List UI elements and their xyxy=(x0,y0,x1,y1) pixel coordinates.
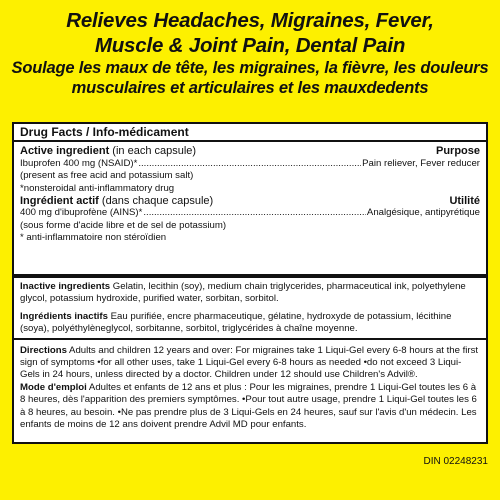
fr-ingredient-form: (sous forme d'acide libre et de sel de potassium) xyxy=(20,219,227,231)
active-ingredient-label: Active ingredient xyxy=(20,145,110,158)
fr-directions-label: Mode d'emploi xyxy=(20,381,87,393)
fr-directions-text: Adultes et enfants de 12 ans et plus : Pour les migraines, prendre 1 Liqui-Gel toutes les 6 à 8 heures, dès l'apparition des premiers symptômes. •Pour tout autre usage, prendre 1 Liqui-Gel toutes les 6 à 8 heures, au besoin. •Ne pas prendre plus de 3 Liqui-Gels en 24 heures, sauf sur l'avis d'un médecin. Les enfants de moins de 12 ans doivent prendre Advil MD pour enfants. xyxy=(20,381,477,431)
fr-purpose: Analgésique, antipyrétique xyxy=(366,207,480,219)
fr-inactive-ingredients-text: Eau purifiée, encre pharmaceutique, gélatine, hydroxyde de potassium, lécithine (soya), polyéthylèneglycol, sorbitanne, sorbitol, triglycérides à chaîne moyenne. xyxy=(20,310,452,335)
headline xyxy=(0,8,500,98)
fr-purpose-label: Utilité xyxy=(449,195,480,208)
purpose-label: Purpose xyxy=(435,145,480,158)
en-ingredient-row xyxy=(20,158,480,170)
fr-ingredient: 400 mg d'ibuprofène (AINS)* xyxy=(20,207,143,219)
inactive-ingredients xyxy=(20,281,480,306)
headline-fr-line-2: musculaires et articulaires et les mauxdedents xyxy=(71,79,429,97)
fr-ingredient-row xyxy=(20,207,480,219)
din-number: DIN 02248231 xyxy=(423,456,488,467)
en-ingredient-footnote: *nonsteroidal anti-inflammatory drug xyxy=(20,182,175,194)
ingredients-directions-panel xyxy=(12,276,488,444)
directions-text: Adults and children 12 years and over: For migraines take 1 Liqui-Gel every 6-8 hours at the first sign of symptoms •for all other uses, take 1 Liqui-Gel every 6-8 hours as needed •do not exceed 3 Liqui-Gels in 24 hours, unless directed by a doctor. Children under 12 should use Children's Advil®. xyxy=(20,344,479,381)
fr-inactive-ingredients xyxy=(20,311,480,336)
dot-leader xyxy=(138,158,361,170)
en-purpose: Pain reliever, Fever reducer xyxy=(362,157,480,169)
headline-en-line-1: Relieves Headaches, Migraines, Fever, xyxy=(66,9,434,32)
headline-en-line-2: Muscle & Joint Pain, Dental Pain xyxy=(94,34,406,57)
drug-facts-panel xyxy=(12,122,488,276)
active-ingredient-note: (in each capsule) xyxy=(109,145,197,158)
en-ingredient-form: (present as free acid and potassium salt) xyxy=(20,170,194,182)
fr-directions xyxy=(20,382,480,432)
inactive-ingredients-text: Gelatin, lecithin (soy), medium chain triglycerides, pharmaceutical ink, polyethylene glycol, potassium hydroxide, purified water, sorbitan, sorbitol. xyxy=(20,281,466,305)
en-ingredient: Ibuprofen 400 mg (NSAID)* xyxy=(20,157,138,169)
fr-inactive-ingredients-label: Ingrédients inactifs xyxy=(20,310,108,322)
fr-active-ingredient-note: (dans chaque capsule) xyxy=(98,195,214,208)
active-ingredient-heading-row xyxy=(20,145,480,157)
dot-leader xyxy=(143,207,366,219)
inactive-ingredients-label: Inactive ingredients xyxy=(20,281,111,292)
drug-facts-title: Drug Facts / Info-médicament xyxy=(14,124,486,142)
directions-label: Directions xyxy=(20,344,67,356)
fr-ingredient-footnote: * anti-inflammatoire non stéroïdien xyxy=(20,232,167,244)
fr-active-ingredient-label: Ingrédient actif xyxy=(20,195,99,208)
fr-active-ingredient-heading-row xyxy=(20,195,480,207)
directions xyxy=(20,345,480,382)
headline-fr-line-1: Soulage les maux de tête, les migraines, la fièvre, les douleurs xyxy=(11,59,489,77)
